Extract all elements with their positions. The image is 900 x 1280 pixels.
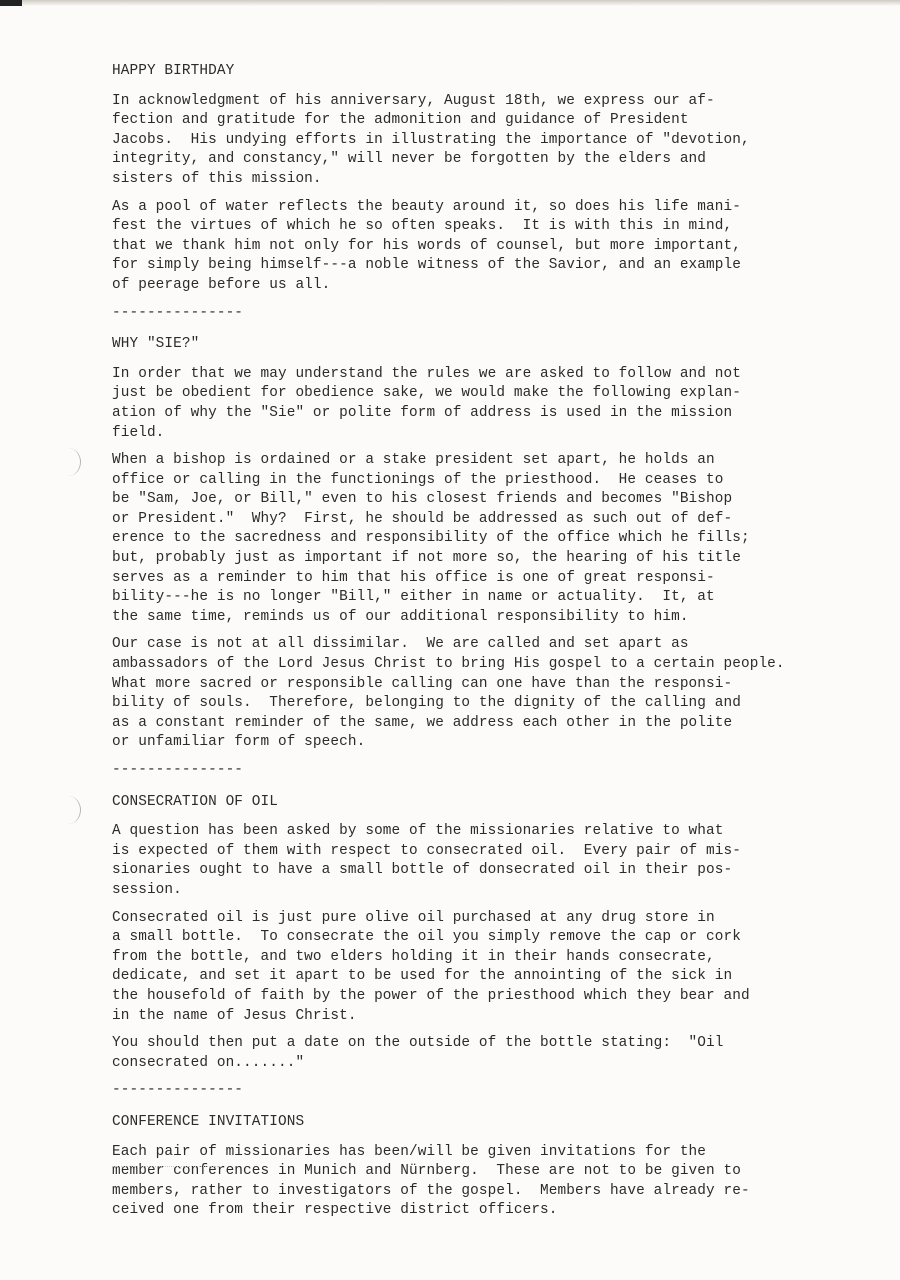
paragraph — [112, 822, 882, 900]
text-line: for simply being himself---a noble witness of the Savior, and an example — [112, 257, 741, 274]
text-line: bility---he is no longer "Bill," either in name or actuality. It, at — [112, 589, 715, 606]
text-line: sisters of this mission. — [112, 170, 322, 187]
text-line: as a constant reminder of the same, we address each other in the polite — [112, 714, 733, 731]
scan-edge-shadow — [0, 0, 900, 6]
paragraph — [112, 1034, 882, 1073]
document-body — [112, 58, 882, 1229]
text-line: the housefold of faith by the power of the priesthood which they bear and — [112, 987, 750, 1004]
text-line: integrity, and constancy," will never be forgotten by the elders and — [112, 151, 707, 168]
text-line: but, probably just as important if not more so, the hearing of his title — [112, 550, 741, 567]
text-line: just be obedient for obedience sake, we would make the following explan- — [112, 385, 741, 402]
text-line: ceived one from their respective district officers. — [112, 1202, 558, 1219]
text-line: be "Sam, Joe, or Bill," even to his closest friends and becomes "Bishop — [112, 491, 733, 508]
text-line: is expected of them with respect to consecrated oil. Every pair of mis- — [112, 842, 741, 859]
text-line: A question has been asked by some of the missionaries relative to what — [112, 823, 724, 840]
section-divider: --------------- — [112, 762, 244, 778]
paragraph — [112, 1143, 882, 1221]
text-line: In order that we may understand the rules we are asked to follow and not — [112, 365, 741, 382]
text-line: fest the virtues of which he so often speaks. It is with this in mind, — [112, 218, 733, 235]
text-line: fection and gratitude for the admonition and guidance of President — [112, 112, 689, 129]
paragraph — [112, 451, 882, 627]
text-line: sionaries ought to have a small bottle of donsecrated oil in their pos- — [112, 862, 733, 879]
text-line: Jacobs. His undying efforts in illustrating the importance of "devotion, — [112, 131, 750, 148]
section-divider: --------------- — [112, 304, 244, 321]
text-line: You should then put a date on the outside of the bottle stating: "Oil — [112, 1035, 724, 1052]
text-line: ambassadors of the Lord Jesus Christ to bring His gospel to a certain people. — [112, 656, 785, 673]
text-line: or President." Why? First, he should be addressed as such out of def- — [112, 510, 733, 527]
section-title: CONFERENCE INVITATIONS — [112, 1113, 305, 1130]
text-line: in the name of Jesus Christ. — [112, 1007, 357, 1024]
text-line: member conferences in Munich and Nürnberg. These are not to be given to — [112, 1163, 741, 1180]
paragraph — [112, 365, 882, 443]
text-line: bility of souls. Therefore, belonging to the dignity of the calling and — [112, 695, 741, 712]
text-line: Consecrated oil is just pure olive oil purchased at any drug store in — [112, 909, 715, 926]
section-title: HAPPY BIRTHDAY — [112, 63, 235, 79]
scan-corner-mark — [0, 0, 22, 6]
text-line: or unfamiliar form of speech. — [112, 734, 366, 751]
text-line: dedicate, and set it apart to be used for the annointing of the sick in — [112, 968, 733, 985]
text-line: of peerage before us all. — [112, 276, 331, 293]
text-line: Each pair of missionaries has been/will be given invitations for the — [112, 1143, 707, 1160]
text-line: serves as a reminder to him that his office is one of great responsi- — [112, 569, 715, 586]
punch-hole-mark — [56, 448, 81, 476]
text-line: Our case is not at all dissimilar. We are called and set apart as — [112, 636, 689, 653]
text-line: In acknowledgment of his anniversary, August 18th, we express our af- — [112, 92, 715, 109]
section-divider: --------------- — [112, 1082, 244, 1099]
text-line: members, rather to investigators of the gospel. Members have already re- — [112, 1182, 750, 1199]
paragraph — [112, 635, 882, 753]
text-line: session. — [112, 881, 182, 898]
text-line: from the bottle, and two elders holding it in their hands consecrate, — [112, 948, 715, 965]
text-line: erence to the sacredness and responsibility of the office which he fills; — [112, 530, 750, 547]
text-line: As a pool of water reflects the beauty around it, so does his life mani- — [112, 198, 741, 215]
paragraph — [112, 909, 882, 1027]
text-line: What more sacred or responsible calling can one have than the responsi- — [112, 675, 733, 692]
punch-hole-mark — [56, 796, 81, 824]
text-line: field. — [112, 424, 165, 441]
text-line: ation of why the "Sie" or polite form of address is used in the mission — [112, 404, 733, 421]
text-line: that we thank him not only for his words of counsel, but more important, — [112, 237, 741, 254]
text-line: office or calling in the functionings of the priesthood. He ceases to — [112, 471, 724, 488]
paragraph — [112, 92, 882, 190]
text-line: the same time, reminds us of our additional responsibility to him. — [112, 608, 689, 625]
faint-dotted-mark — [112, 1166, 222, 1168]
paragraph — [112, 198, 882, 296]
text-line: When a bishop is ordained or a stake president set apart, he holds an — [112, 452, 715, 469]
section-title: CONSECRATION OF OIL — [112, 793, 278, 810]
text-line: a small bottle. To consecrate the oil you simply remove the cap or cork — [112, 929, 741, 946]
text-line: consecrated on......." — [112, 1054, 305, 1071]
section-title: WHY "SIE?" — [112, 336, 200, 353]
